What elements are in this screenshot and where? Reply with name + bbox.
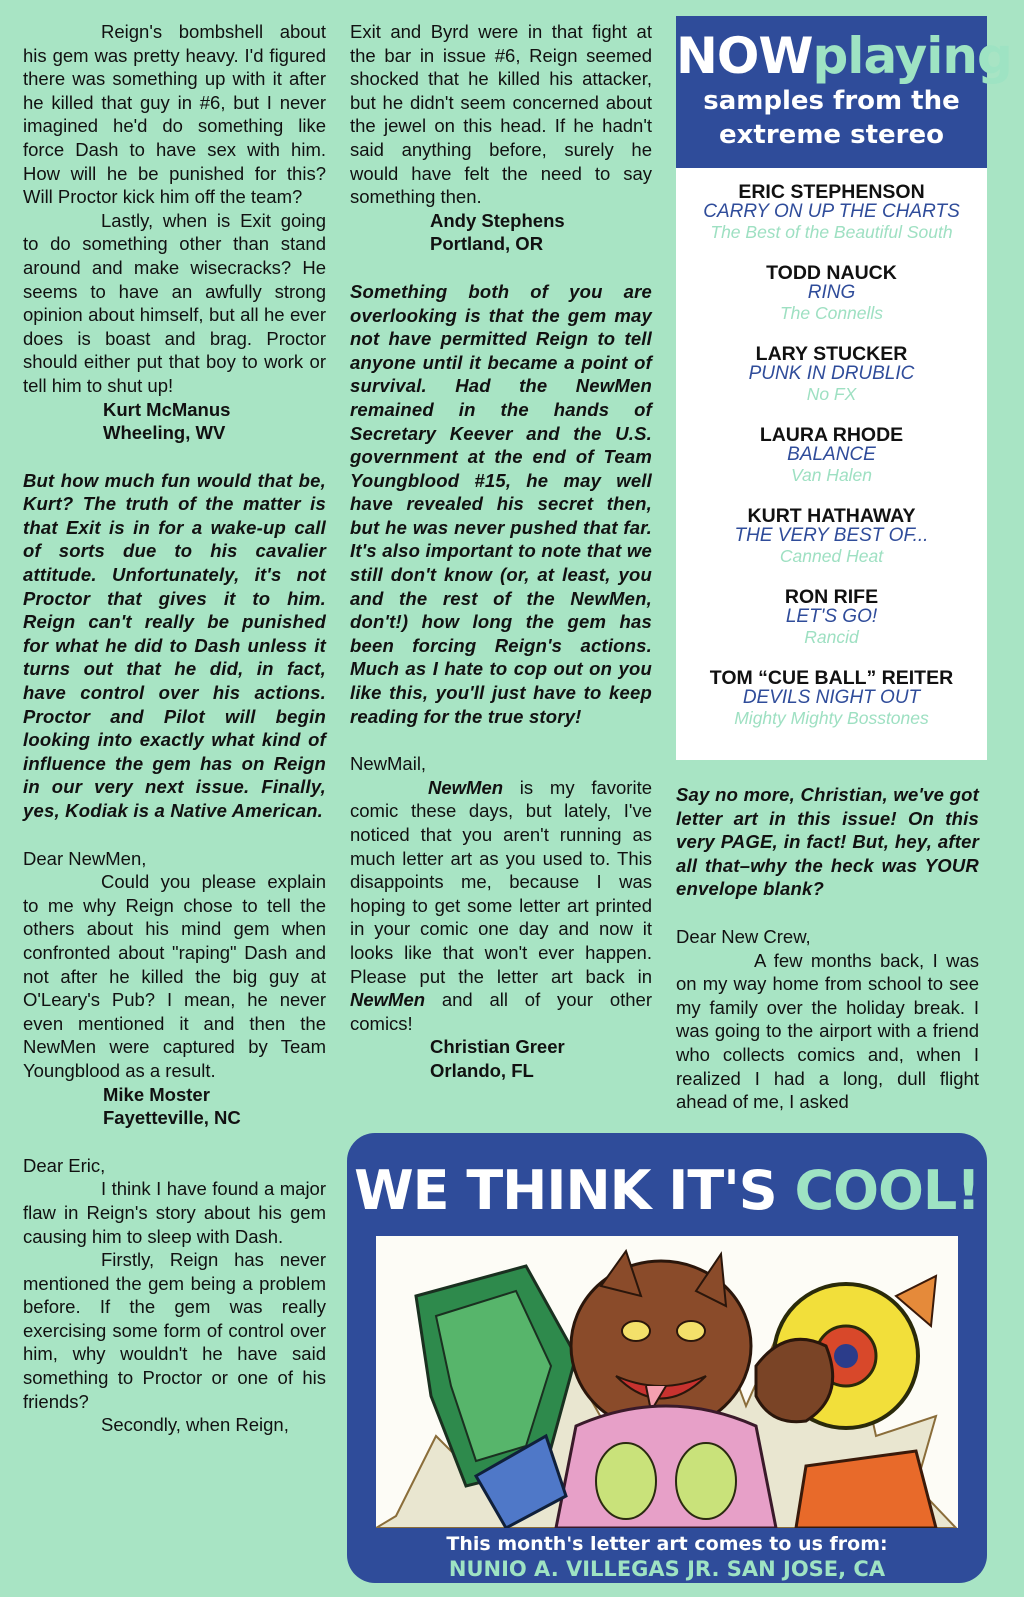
band-name: Van Halen xyxy=(790,465,873,485)
signature-place: Portland, OR xyxy=(430,233,544,255)
list-item xyxy=(676,425,987,506)
letter-paragraph: A few months back, I was on my way home from school to see my family over the holiday break. I was going to the airport with a friend who collects comics and, when I realized I had a long, dull flight ahead of me, I asked xyxy=(676,949,979,1113)
editor-reply: But how much fun would that be, Kurt? The truth of the matter is that Exit is in for a wake-up call of sorts due to his cavalier attitude. Unfortunately, it's not Proctor that gives it to him. Reign can't really be punished for what he did to Dash unless it turns out that he did, in fact, have control over his actions. Proctor and Pilot will begin looking into exactly what kind of influence the gem has on Reign in our very next issue. Finally, yes, Kodiak is a Native American. xyxy=(23,469,326,821)
now-playing-list xyxy=(676,168,987,749)
list-item xyxy=(676,182,987,263)
letter-paragraph xyxy=(350,776,652,1036)
band-name: Mighty Mighty Bosstones xyxy=(734,708,929,728)
band-name: The Connells xyxy=(779,303,884,323)
letter-art-caption: This month's letter art comes to us from: xyxy=(446,1533,888,1555)
letter-paragraph: Could you please explain to me why Reign chose to tell the others about his mind gem when confronted about "raping" Dash and not after he killed the big guy at O'Leary's Pub? I mean, he never even mentioned it and then the NewMen were captured by Team Youngblood as a result. xyxy=(23,871,326,1081)
signature-place: Wheeling, WV xyxy=(103,422,226,444)
comic-title: NewMen xyxy=(350,989,426,1011)
now-playing-box xyxy=(676,16,1012,760)
signature-name: Mike Moster xyxy=(103,1083,210,1105)
artist-name: LARY STUCKER xyxy=(755,343,908,365)
letter-salutation: Dear New Crew, xyxy=(676,925,811,947)
album-title: CARRY ON UP THE CHARTS xyxy=(703,201,960,222)
letters-column-2 xyxy=(350,20,652,1083)
letter-paragraph: Secondly, when Reign, xyxy=(101,1414,289,1436)
title-part: WE THINK IT'S xyxy=(354,1159,795,1222)
letter-art-credit: NUNIO A. VILLEGAS JR. SAN JOSE, CA xyxy=(448,1557,886,1581)
now-playing-subtitle: extreme stereo xyxy=(719,120,944,150)
band-name: No FX xyxy=(806,384,857,404)
band-name: Canned Heat xyxy=(779,546,884,566)
letter-salutation: NewMail, xyxy=(350,753,427,775)
signature-place: Fayetteville, NC xyxy=(103,1107,241,1129)
letter-salutation: Dear Eric, xyxy=(23,1154,106,1176)
letters-column-3 xyxy=(676,783,979,1114)
signature-name: Christian Greer xyxy=(430,1036,565,1058)
editor-reply: Something both of you are overlooking is that the gem may not have permitted Reign to tell anyone until it became a point of survival. Had the NewMen remained in the hands of Secretary Keever and the U.S. government at the end of Team Youngblood #15, he may well have revealed his secret then, but he was never pushed that far. It's also important to note that we still don't know (or, at least, you and the rest of the NewMen, don't!) how long the gem has been forcing Reign's actions. Much as I hate to cop out on you like this, you'll just have to keep reading for the true story! xyxy=(350,280,652,727)
album-title: RING xyxy=(807,282,856,303)
artist-name: KURT HATHAWAY xyxy=(747,505,916,527)
title-playing: playing xyxy=(812,27,1012,85)
letter-paragraph: Exit and Byrd were in that fight at the bar in issue #6, Reign seemed shocked that he killed his attacker, but he didn't seem concerned about the jewel on this head. If he hadn't said anything before, surely he would have felt the need to say something then. xyxy=(350,21,652,208)
letter-paragraph: Lastly, when is Exit going to do something other than stand around and make wisecracks? He seems to have an awfully strong opinion about himself, but all he ever does is boast and brag. Proctor should either put that boy to work or tell him to shut up! xyxy=(23,209,326,396)
band-name: Rancid xyxy=(804,627,859,647)
album-title: THE VERY BEST OF... xyxy=(734,525,929,546)
letter-art-illustration xyxy=(376,1236,958,1528)
artist-name: TODD NAUCK xyxy=(766,262,897,284)
artist-name: TOM “CUE BALL” REITER xyxy=(709,667,954,689)
letter-salutation: Dear NewMen, xyxy=(23,847,147,869)
letter-art-panel xyxy=(347,1133,987,1583)
letters-column-1 xyxy=(23,20,326,1437)
list-item xyxy=(676,668,987,749)
title-cool: COOL! xyxy=(794,1159,980,1222)
album-title: BALANCE xyxy=(787,444,876,465)
editor-reply: Say no more, Christian, we've got letter art in this issue! On this very PAGE, in fact! But, hey, after all that–why the heck was YOUR envelope blank? xyxy=(676,784,979,900)
letter-text: is my favorite comic these days, but lately, I've noticed that you aren't running as much letter art as you used to. This disappoints me, because I was hoping to get some letter art printed in your comic one day and now it looks like that won't ever happen. Please put the letter art back in xyxy=(350,776,652,987)
list-item xyxy=(676,506,987,587)
band-name: The Best of the Beautiful South xyxy=(710,222,953,242)
album-title: DEVILS NIGHT OUT xyxy=(742,687,921,708)
album-title: LET'S GO! xyxy=(785,606,878,627)
list-item xyxy=(676,587,987,668)
comic-title: NewMen xyxy=(428,776,504,798)
letter-paragraph: Firstly, Reign has never mentioned the gem being a problem before. If the gem was really exercising some form of control over him, why wouldn't he have said something to Proctor or one of his friends? xyxy=(23,1249,326,1412)
artist-name: RON RIFE xyxy=(784,586,879,608)
title-now: NOW xyxy=(676,27,813,85)
letter-text: and all of your other comics! xyxy=(350,989,652,1034)
now-playing-title xyxy=(676,16,1012,85)
illustration-drawing xyxy=(376,1236,958,1528)
album-title: PUNK IN DRUBLIC xyxy=(748,363,915,384)
letter-paragraph: I think I have found a major flaw in Reign's story about his gem causing him to sleep with Dash. xyxy=(23,1178,326,1247)
now-playing-header xyxy=(676,16,1012,168)
list-item xyxy=(676,263,987,344)
signature-name: Andy Stephens xyxy=(430,209,565,231)
list-item xyxy=(676,344,987,425)
signature-place: Orlando, FL xyxy=(430,1059,534,1081)
letter-art-title xyxy=(347,1161,987,1221)
artist-name: LAURA RHODE xyxy=(759,424,904,446)
now-playing-subtitle: samples from the xyxy=(703,86,960,116)
artist-name: ERIC STEPHENSON xyxy=(738,181,925,203)
signature-name: Kurt McManus xyxy=(103,398,231,420)
letter-paragraph: Reign's bombshell about his gem was pretty heavy. I'd figured there was something up with it after he killed that guy in #6, but I never imagined he'd do something like force Dash to have sex with him. How will he be punished for this? Will Proctor kick him off the team? xyxy=(23,21,326,208)
